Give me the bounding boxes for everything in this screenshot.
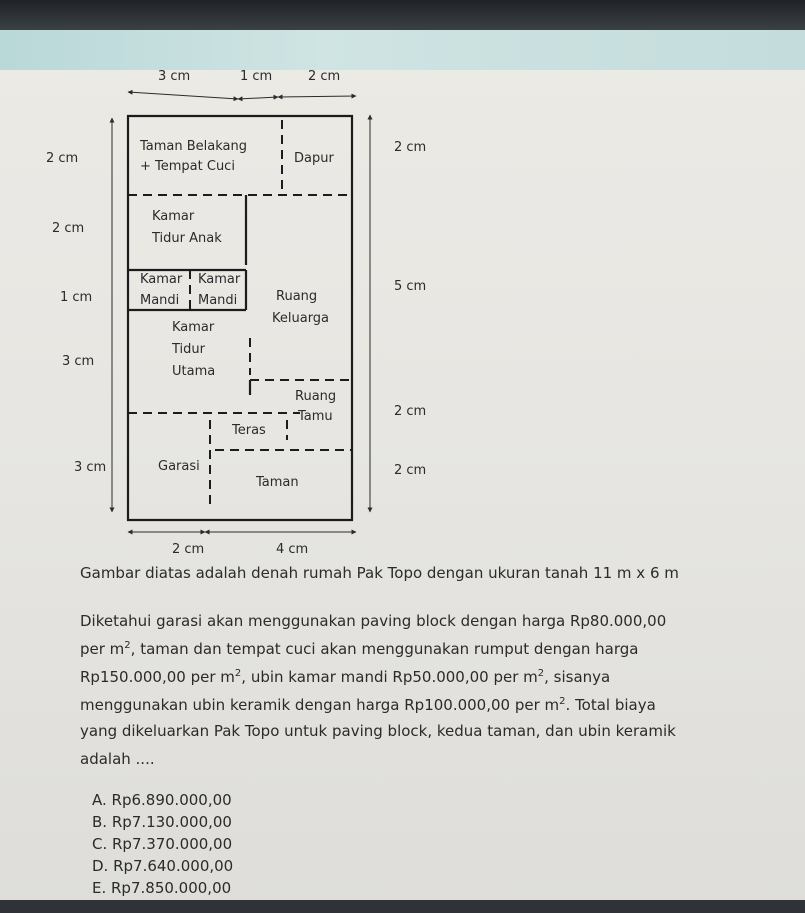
- q3-b: , ubin kamar mandi Rp50.000,00 per m: [241, 668, 538, 686]
- dim-top-3: 2 cm: [308, 69, 341, 84]
- option-d[interactable]: D. Rp7.640.000,00: [92, 857, 234, 875]
- question-line-2: [80, 640, 638, 659]
- question-line-4: [80, 696, 656, 715]
- dim-right-1: 2 cm: [394, 140, 427, 155]
- q3-a: Rp150.000,00 per m: [80, 668, 235, 686]
- room-utama: Utama: [172, 364, 216, 379]
- option-b[interactable]: B. Rp7.130.000,00: [92, 813, 232, 831]
- room-ruang-tamu: Ruang: [295, 389, 337, 404]
- question-line-3: [80, 668, 610, 687]
- option-c[interactable]: C. Rp7.370.000,00: [92, 835, 233, 853]
- q2-sup: 2: [124, 640, 131, 651]
- room-kamar-utama: Kamar: [172, 320, 215, 335]
- q4-a: menggunakan ubin keramik dengan harga Rp100.000,00 per m: [80, 696, 560, 714]
- room-kamar-mandi-b: Kamar: [198, 272, 241, 287]
- q2-b: , taman dan tempat cuci akan menggunakan rumput dengan harga: [130, 640, 639, 658]
- room-ruang-keluarga: Ruang: [276, 289, 318, 304]
- dim-left-4: 3 cm: [62, 354, 95, 369]
- q3-c: , sisanya: [544, 668, 611, 686]
- dim-left-5: 3 cm: [74, 460, 107, 475]
- room-mandi-b: Mandi: [198, 293, 238, 308]
- room-keluarga: Keluarga: [272, 311, 330, 326]
- q3-sup1: 2: [234, 668, 242, 679]
- room-tamu: Tamu: [298, 409, 333, 424]
- dim-left-3: 1 cm: [60, 290, 93, 305]
- dim-left-2: 2 cm: [52, 221, 85, 236]
- room-dapur: Dapur: [294, 151, 334, 166]
- room-tempat-cuci: + Tempat Cuci: [140, 159, 235, 174]
- q2-a: per m: [80, 640, 125, 658]
- dim-top-2: 1 cm: [240, 69, 273, 84]
- room-taman-belakang: Taman Belakang: [140, 139, 248, 154]
- q4-b: . Total biaya: [565, 696, 656, 714]
- room-garasi: Garasi: [158, 459, 200, 474]
- question-line-5: yang dikeluarkan Pak Topo untuk paving block, kedua taman, dan ubin keramik: [80, 722, 676, 740]
- option-e[interactable]: E. Rp7.850.000,00: [92, 879, 232, 897]
- q4-sup: 2: [559, 696, 566, 707]
- room-taman: Taman: [256, 475, 299, 490]
- room-mandi-a: Mandi: [140, 293, 180, 308]
- question-intro: Gambar diatas adalah denah rumah Pak Topo dengan ukuran tanah 11 m x 6 m: [80, 564, 679, 582]
- dim-top-1: 3 cm: [158, 69, 191, 84]
- question-line-1: Diketahui garasi akan menggunakan paving block dengan harga Rp80.000,00: [80, 612, 667, 630]
- bottom-dark-band: [0, 900, 805, 913]
- dim-right-3: 2 cm: [394, 404, 427, 419]
- dim-right-2: 5 cm: [394, 279, 427, 294]
- dim-bottom-2: 4 cm: [276, 542, 309, 557]
- room-kamar-mandi-a: Kamar: [140, 272, 183, 287]
- q3-sup2: 2: [537, 668, 545, 679]
- question-line-6: adalah ....: [80, 750, 155, 768]
- option-a[interactable]: A. Rp6.890.000,00: [92, 791, 232, 809]
- room-kamar-anak: Kamar: [152, 209, 195, 224]
- room-tidur-utama: Tidur: [172, 342, 205, 357]
- dim-left-1: 2 cm: [46, 151, 79, 166]
- room-teras: Teras: [232, 423, 266, 438]
- room-tidur-anak: Tidur Anak: [152, 231, 222, 246]
- dim-bottom-1: 2 cm: [172, 542, 205, 557]
- dim-right-4: 2 cm: [394, 463, 427, 478]
